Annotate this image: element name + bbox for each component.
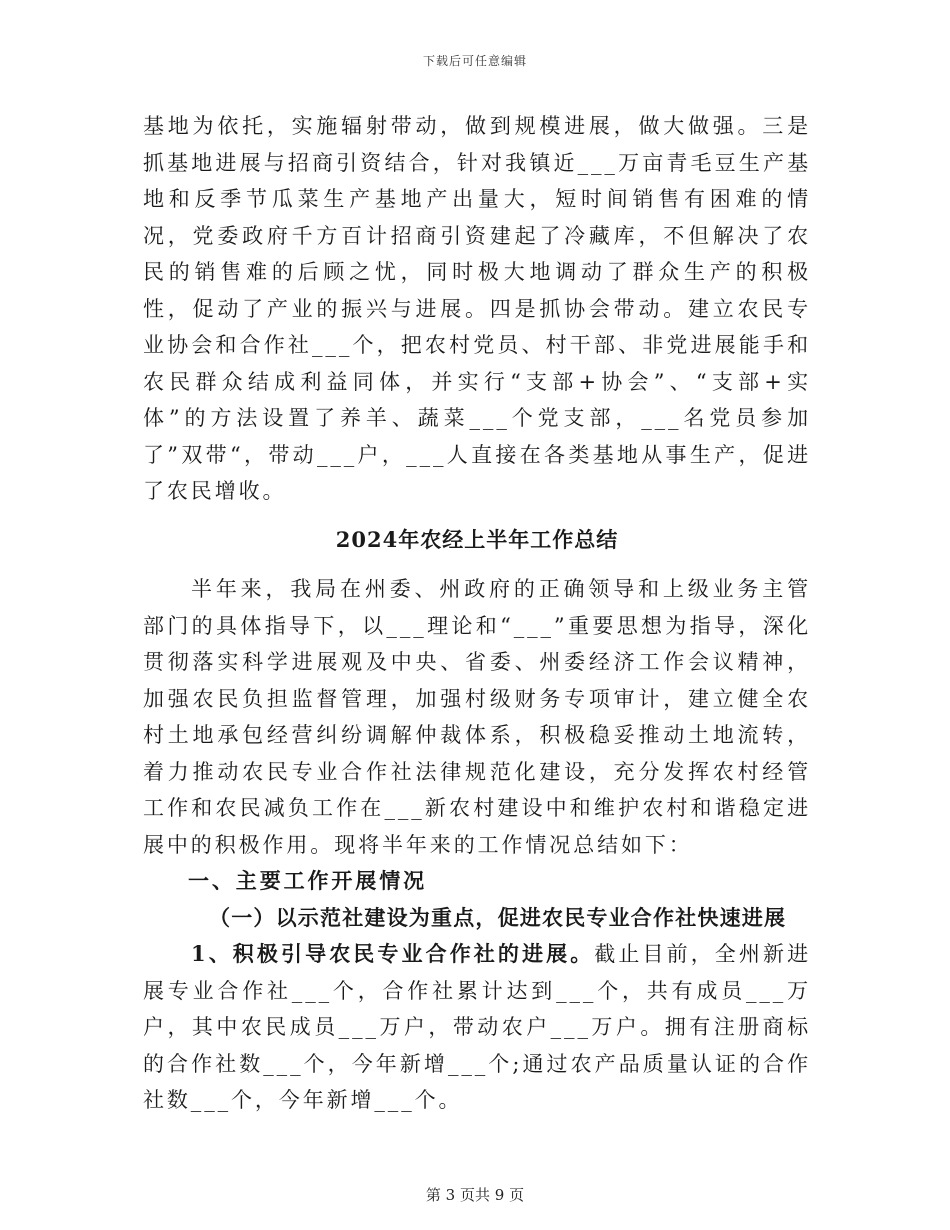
item-1-lead: 1、积极引导农民专业合作社的进展。 <box>191 941 595 966</box>
continuation-paragraph: 基地为依托，实施辐射带动，做到规模进展，做大做强。三是抓基地进展与招商引资结合，针对我镇近___万亩青毛豆生产基地和反季节瓜菜生产基地产出量大，短时间销售有困难的情况，党委政府千方百计招商引资建起了冷藏库，不但解决了农民的销售难的后顾之忧，同时极大地调动了群众生产的积极性，促动了产业的振兴与进展。四是抓协会带动。建立农民专业协会和合作社___个，把农村党员、村干部、非党进展能手和农民群众结成利益同体，并实行“支部+协会”、“支部+实体”的方法设置了养羊、蔬菜___个党支部，___名党员参加了”双带“，带动___户，___人直接在各类基地从事生产，促进了农民增收。 <box>143 114 811 503</box>
item-1-text: 截止目前，全州新进展专业合作社___个，合作社累计达到___个，共有成员___万户，其中农民成员___万户，带动农户___万户。拥有注册商标的合作社数___个，今年新增___个;通过农产品质量认证的合作社数___个，今年新增___个。 <box>143 942 811 1112</box>
item-1-paragraph <box>143 936 811 1119</box>
document-title: 2024年农经上半年工作总结 <box>335 526 619 552</box>
page-header-note: 下载后可任意编辑 <box>422 54 527 68</box>
section-heading-1: 一、主要工作开展情况 <box>188 868 427 893</box>
page-number: 第 3 页共 9 页 <box>425 1186 525 1204</box>
document-body <box>143 108 811 1119</box>
subsection-heading-1: （一）以示范社建设为重点，促进农民专业合作社快速进展 <box>209 904 787 930</box>
intro-paragraph: 半年来，我局在州委、州政府的正确领导和上级业务主管部门的具体指导下，以___理论和“___”重要思想为指导，深化贯彻落实科学进展观及中央、省委、州委经济工作会议精神，加强农民负担监督管理，加强村级财务专项审计，建立健全农村土地承包经营纠纷调解仲裁体系，积极稳妥推动土地流转，着力推动农民专业合作社法律规范化建设，充分发挥农村经管工作和农民减负工作在___新农村建设中和维护农村和谐稳定进展中的积极作用。现将半年来的工作情况总结如下： <box>143 577 811 857</box>
